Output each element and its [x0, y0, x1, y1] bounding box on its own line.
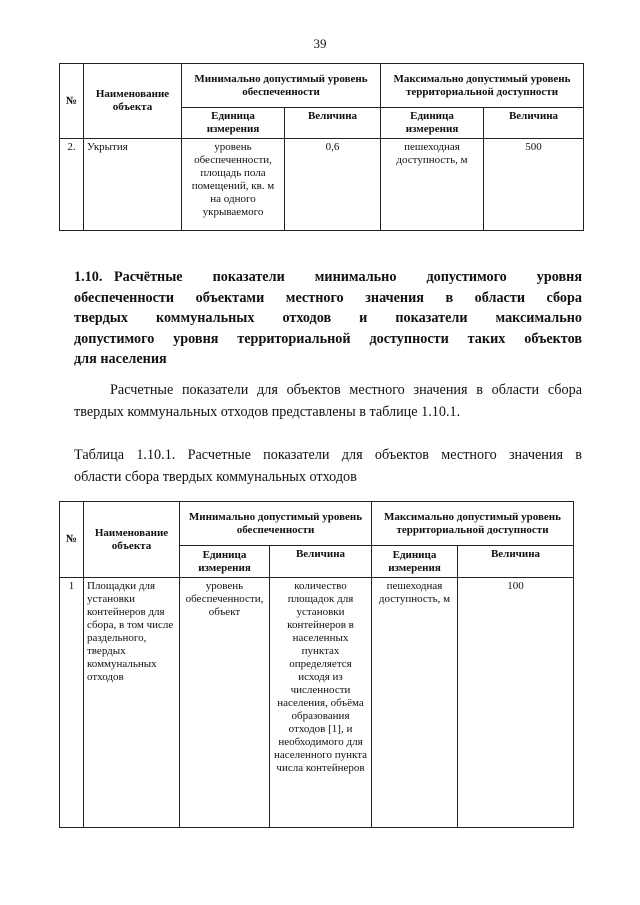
col-header-value2: Величина	[484, 108, 584, 139]
cell-num: 1	[60, 578, 84, 828]
cell-min-value: 0,6	[285, 139, 381, 231]
col-header-min-group: Минимально допустимый уровень обеспеченности	[182, 64, 381, 108]
table-caption	[74, 444, 582, 488]
col-header-max-group: Максимально допустимый уровень территориальной доступности	[372, 502, 574, 546]
cell-max-value: 500	[484, 139, 584, 231]
cell-min-value: количество площадок для установки контейнеров в населенных пунктах определяется исходя из численности населения, объёма образования отходов [1], и необходимого для населенного пункта числа контейнеров	[270, 578, 372, 828]
table-shelters	[59, 63, 584, 231]
heading-line-1: Расчётные показатели минимально допустимого уровня	[114, 269, 582, 285]
col-header-name: Наименование объекта	[84, 64, 182, 139]
col-header-unit: Единица измерения	[180, 546, 270, 578]
page-number: 39	[313, 36, 327, 51]
table-waste-collection	[59, 501, 574, 828]
section-number: 1.10.	[74, 269, 103, 285]
cell-min-unit: уровень обеспеченности, объект	[180, 578, 270, 828]
col-header-value: Величина	[285, 108, 381, 139]
cell-max-value: 100	[458, 578, 574, 828]
paragraph-line-1: Расчетные показатели для объектов местного значения в области сбора	[110, 382, 582, 398]
heading-line-3: твердых коммунальных отходов и показатели максимально	[74, 310, 582, 326]
caption-line-2: области сбора твердых коммунальных отходов	[74, 469, 357, 485]
col-header-unit2: Единица измерения	[381, 108, 484, 139]
cell-name: Площадки для установки контейнеров для сбора, в том числе раздельного, твердых коммунальных отходов	[84, 578, 180, 828]
col-header-num: №	[60, 502, 84, 578]
heading-line-2: обеспеченности объектами местного значения в области сбора	[74, 289, 582, 306]
col-header-name: Наименование объекта	[84, 502, 180, 578]
cell-max-unit: пешеходная доступность, м	[372, 578, 458, 828]
paragraph-line-2: твердых коммунальных отходов представлены в таблице 1.10.1.	[74, 404, 461, 420]
table-row	[60, 578, 574, 828]
col-header-value: Величина	[270, 546, 372, 578]
col-header-unit: Единица измерения	[182, 108, 285, 139]
cell-name: Укрытия	[84, 139, 182, 231]
table-row	[60, 139, 584, 231]
cell-min-unit: уровень обеспеченности, площадь пола помещений, кв. м на одного укрываемого	[182, 139, 285, 231]
body-paragraph	[74, 379, 582, 423]
col-header-value2: Величина	[458, 546, 574, 578]
cell-max-unit: пешеходная доступность, м	[381, 139, 484, 231]
col-header-min-group: Минимально допустимый уровень обеспеченности	[180, 502, 372, 546]
cell-num: 2.	[60, 139, 84, 231]
section-heading	[74, 267, 582, 370]
caption-line-1: Таблица 1.10.1. Расчетные показатели для объектов местного значения в	[74, 447, 582, 463]
col-header-unit2: Единица измерения	[372, 546, 458, 578]
col-header-max-group: Максимально допустимый уровень территориальной доступности	[381, 64, 584, 108]
col-header-num: №	[60, 64, 84, 139]
heading-line-5: для населения	[74, 351, 167, 367]
heading-line-4: допустимого уровня территориальной доступности таких объектов	[74, 330, 582, 347]
